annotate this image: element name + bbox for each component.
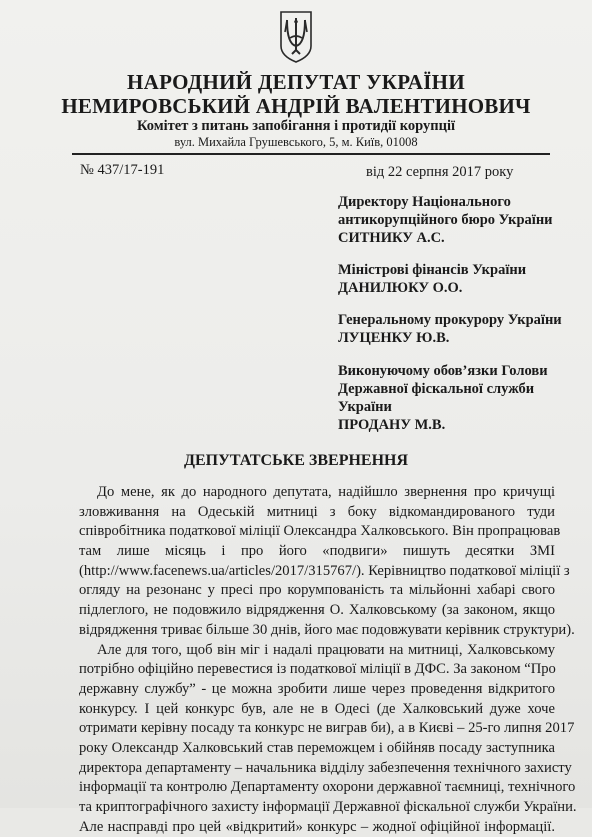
- body-line: Але для того, щоб він міг і надалі працювати на митниці, Халковському: [97, 641, 555, 658]
- reference-date: від 22 серпня 2017 року: [366, 164, 514, 180]
- letterhead-address: вул. Михайла Грушевського, 5, м. Київ, 01008: [174, 135, 418, 149]
- addressee-line: ДАНИЛЮКУ О.О.: [338, 280, 463, 296]
- body-line: До мене, як до народного депутата, надійшло звернення про кричущі: [97, 484, 555, 500]
- body-line: року Олександр Халковський став переможцем і обійняв посаду заступника: [79, 739, 555, 756]
- addressee-line: Виконуючому обов’язки Голови: [338, 363, 548, 379]
- trident-emblem-icon: [278, 10, 314, 64]
- addressee-line: України: [338, 399, 392, 415]
- letterhead-divider: [72, 153, 550, 155]
- addressee-line: СИТНИКУ А.С.: [338, 230, 445, 246]
- addressee-nabu: [338, 193, 553, 247]
- letterhead-name: НЕМИРОВСЬКИЙ АНДРІЙ ВАЛЕНТИНОВИЧ: [61, 94, 531, 118]
- addressee-line: Генеральному прокурору України: [338, 312, 562, 328]
- appeal-body: [79, 483, 577, 837]
- body-line: та криптографічного захисту інформації Державної фіскальної служби України.: [79, 799, 577, 815]
- addressee-line: ЛУЦЕНКУ Ю.В.: [338, 330, 450, 346]
- reference-number: № 437/17-191: [80, 162, 165, 178]
- addressee-line: ПРОДАНУ М.В.: [338, 417, 446, 433]
- body-line: (http://www.facenews.ua/articles/2017/315767/). Керівництво податкової міліції з: [79, 562, 570, 579]
- addressee-minfin: [338, 261, 526, 297]
- body-line: огляду на резонанс у пресі про корумпованість та мільйонні хабарі свого: [79, 582, 555, 599]
- body-line: Але насправді про цей «відкритий» конкурс – жодної офіційної інформації.: [79, 818, 555, 835]
- letterhead-committee: Комітет з питань запобігання і протидії корупції: [136, 118, 456, 134]
- body-line: державну службу” - це можна зробити лише через проведення відкритого: [79, 680, 555, 697]
- addressee-line: Міністрові фінансів України: [338, 262, 527, 278]
- body-line: конкурсу. І цей конкурс був, але не в Одесі (де Халковський дуже хоче: [79, 700, 555, 717]
- addressee-prosecutor: [338, 311, 562, 347]
- body-line: інформації та контролю Департаменту охорони державної таємниці, технічного: [79, 779, 576, 796]
- body-line: співробітника податкової міліції Олександра Халковського. Він пропрацював: [79, 523, 561, 540]
- body-line: зловживання на Одеській митниці з боку відкомандированого туди: [79, 503, 555, 520]
- addressee-line: антикорупційного бюро України: [338, 212, 553, 228]
- letterhead-title: НАРОДНИЙ ДЕПУТАТ УКРАЇНИ: [127, 70, 465, 94]
- body-line: підлеглого, не подовжило відрядження О. Халковському (за законом, якщо: [79, 602, 555, 619]
- appeal-title: ДЕПУТАТСЬКЕ ЗВЕРНЕННЯ: [183, 452, 409, 469]
- addressee-dfs: [338, 362, 548, 434]
- body-line: там лише місяць і про його «подвиги» пишуть десятки ЗМІ: [79, 543, 555, 560]
- body-line: отримати керівну посаду та конкурс не виграв би), а в Києві – 25-го липня 2017: [79, 720, 575, 737]
- body-line: директора департаменту – начальника відділу забезпечення технічного захисту: [79, 759, 572, 776]
- addressee-line: Державної фіскальної служби: [338, 381, 535, 397]
- body-line: потрібно офіційно перевестися із податкової міліції в ДФС. За законом “Про: [79, 661, 556, 678]
- addressee-line: Директору Національного: [338, 194, 511, 210]
- body-line: відрядження триває більше 30 днів, його має подовжувати керівник структури).: [79, 621, 575, 638]
